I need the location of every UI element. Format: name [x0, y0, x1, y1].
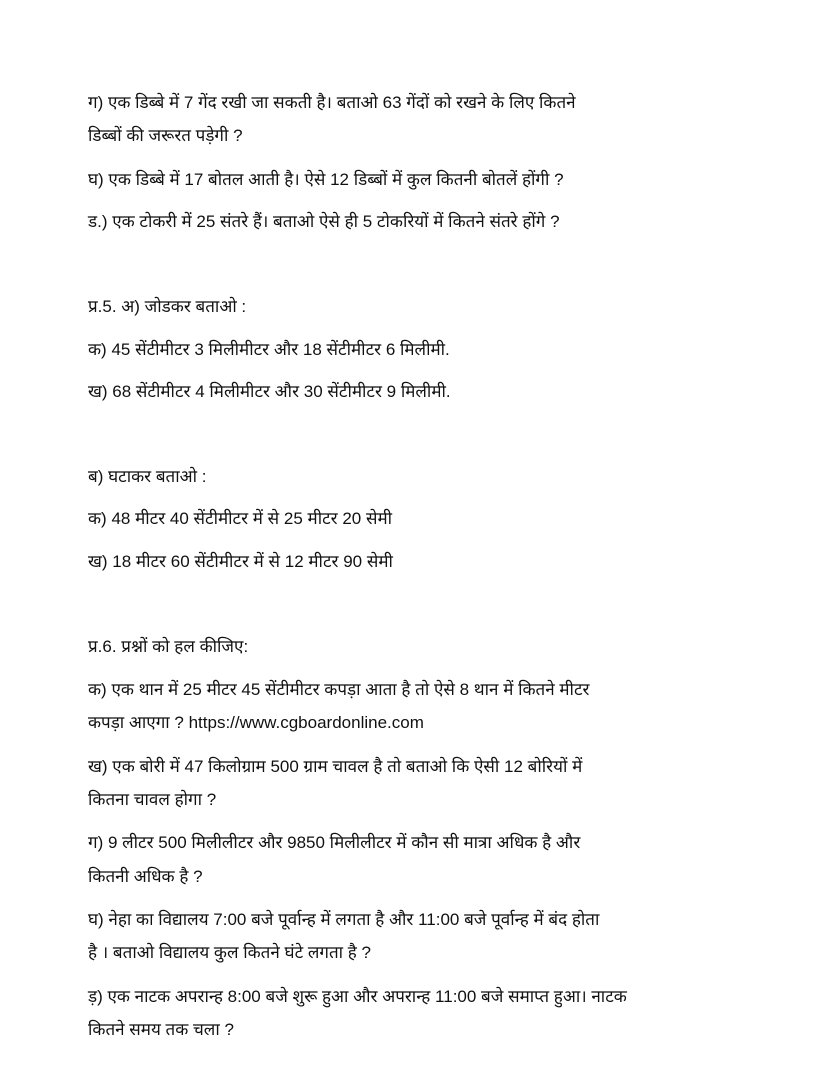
question-6-kha-line-2: कितना चावल होगा ? — [88, 790, 217, 809]
question-6-ga-line-2: कितनी अधिक है ? — [88, 867, 203, 886]
question-4-gha: घ) एक डिब्बे में 17 बोतल आती है। ऐसे 12 डिब्बों में कुल कितनी बोतलें होंगी ? — [88, 170, 564, 189]
question-5b-kha: ख) 18 मीटर 60 सेंटीमीटर में से 12 मीटर 90 सेमी — [88, 552, 393, 571]
question-6-gha-line-2: है । बताओ विद्यालय कुल कितने घंटे लगता है ? — [88, 943, 371, 962]
question-6-ka-line-2: कपड़ा आएगा ? https://www.cgboardonline.com — [88, 713, 424, 732]
question-6-ga-line-1: ग) 9 लीटर 500 मिलीलीटर और 9850 मिलीलीटर में कौन सी मात्रा अधिक है और — [88, 833, 581, 852]
question-4-da: ड.) एक टोकरी में 25 संतरे हैं। बताओ ऐसे ही 5 टोकरियों में कितने संतरे होंगे ? — [88, 212, 560, 231]
question-6-kha-line-1: ख) एक बोरी में 47 किलोग्राम 500 ग्राम चावल है तो बताओ कि ऐसी 12 बोरियों में — [88, 757, 583, 776]
question-6-heading: प्र.6. प्रश्नों को हल कीजिए: — [88, 637, 249, 656]
question-4-ga-line-1: ग) एक डिब्बे में 7 गेंद रखी जा सकती है। बताओ 63 गेंदों को रखने के लिए कितने — [88, 93, 576, 112]
question-4-ga-line-2: डिब्बों की जरूरत पड़ेगी ? — [88, 126, 243, 145]
question-5-heading-a: प्र.5. अ) जोडकर बताओ : — [88, 297, 247, 316]
question-6-gha-line-1: घ) नेहा का विद्यालय 7:00 बजे पूर्वान्ह में लगता है और 11:00 बजे पूर्वान्ह में बंद होता — [88, 910, 600, 929]
question-5a-kha: ख) 68 सेंटीमीटर 4 मिलीमीटर और 30 सेंटीमीटर 9 मिलीमी. — [88, 382, 451, 401]
question-6-ka-line-1: क) एक थान में 25 मीटर 45 सेंटीमीटर कपड़ा आता है तो ऐसे 8 थान में कितने मीटर — [88, 680, 590, 699]
question-5a-ka: क) 45 सेंटीमीटर 3 मिलीमीटर और 18 सेंटीमीटर 6 मिलीमी. — [88, 340, 450, 359]
question-6-da-line-2: कितने समय तक चला ? — [88, 1020, 234, 1039]
question-5b-ka: क) 48 मीटर 40 सेंटीमीटर में से 25 मीटर 20 सेमी — [88, 509, 393, 528]
question-6-da-line-1: ड़) एक नाटक अपरान्ह 8:00 बजे शुरू हुआ और अपरान्ह 11:00 बजे समाप्त हुआ। नाटक — [88, 987, 627, 1006]
question-5-heading-b: ब) घटाकर बताओ : — [88, 467, 207, 486]
